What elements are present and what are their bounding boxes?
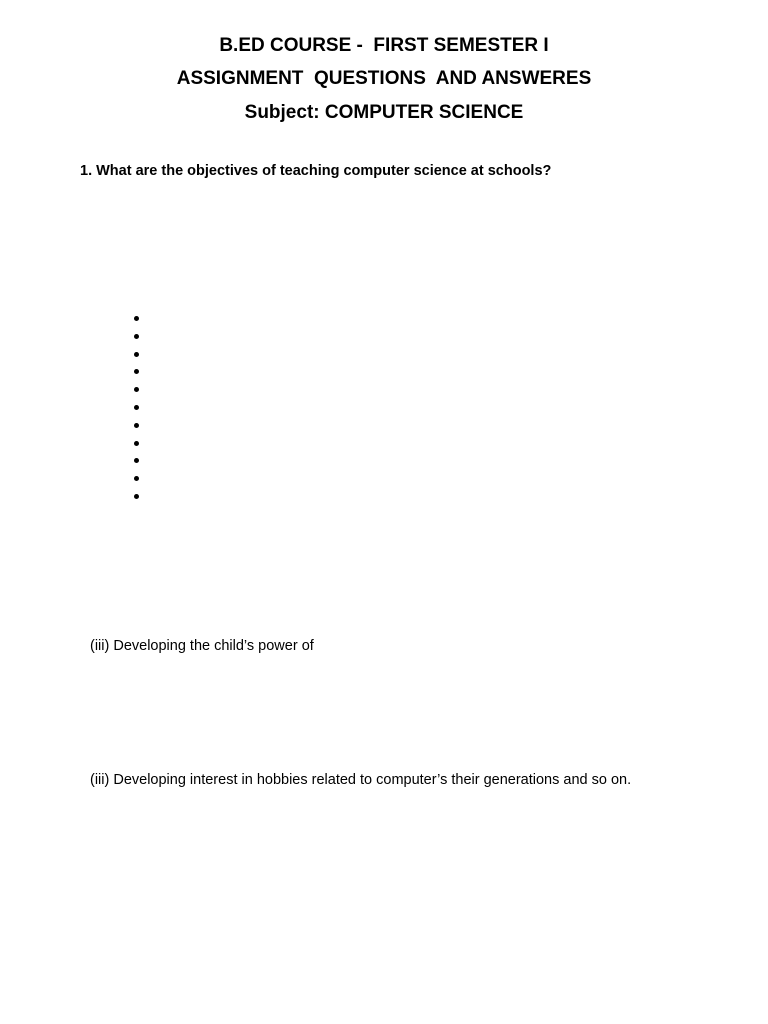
question-1: 1. What are the objectives of teaching computer science at schools? bbox=[80, 163, 552, 179]
assignment-title: ASSIGNMENT QUESTIONS AND ANSWERES bbox=[176, 68, 592, 89]
bullet-icon bbox=[134, 458, 139, 463]
bullet-icon bbox=[134, 387, 139, 392]
bullet-icon bbox=[134, 316, 139, 321]
bullet-icon bbox=[134, 405, 139, 410]
answer-line-1: (iii) Developing the child’s power of bbox=[90, 638, 314, 654]
bullet-icon bbox=[134, 423, 139, 428]
bullet-icon bbox=[134, 441, 139, 446]
subject-title: Subject: COMPUTER SCIENCE bbox=[244, 102, 524, 123]
bullet-icon bbox=[134, 334, 139, 339]
bullet-icon bbox=[134, 369, 139, 374]
answer-line-2: (iii) Developing interest in hobbies related to computer’s their generations and so on. bbox=[90, 772, 632, 788]
course-title: B.ED COURSE - FIRST SEMESTER I bbox=[219, 35, 549, 56]
bullet-icon bbox=[134, 352, 139, 357]
bullet-icon bbox=[134, 494, 139, 499]
bullet-icon bbox=[134, 476, 139, 481]
